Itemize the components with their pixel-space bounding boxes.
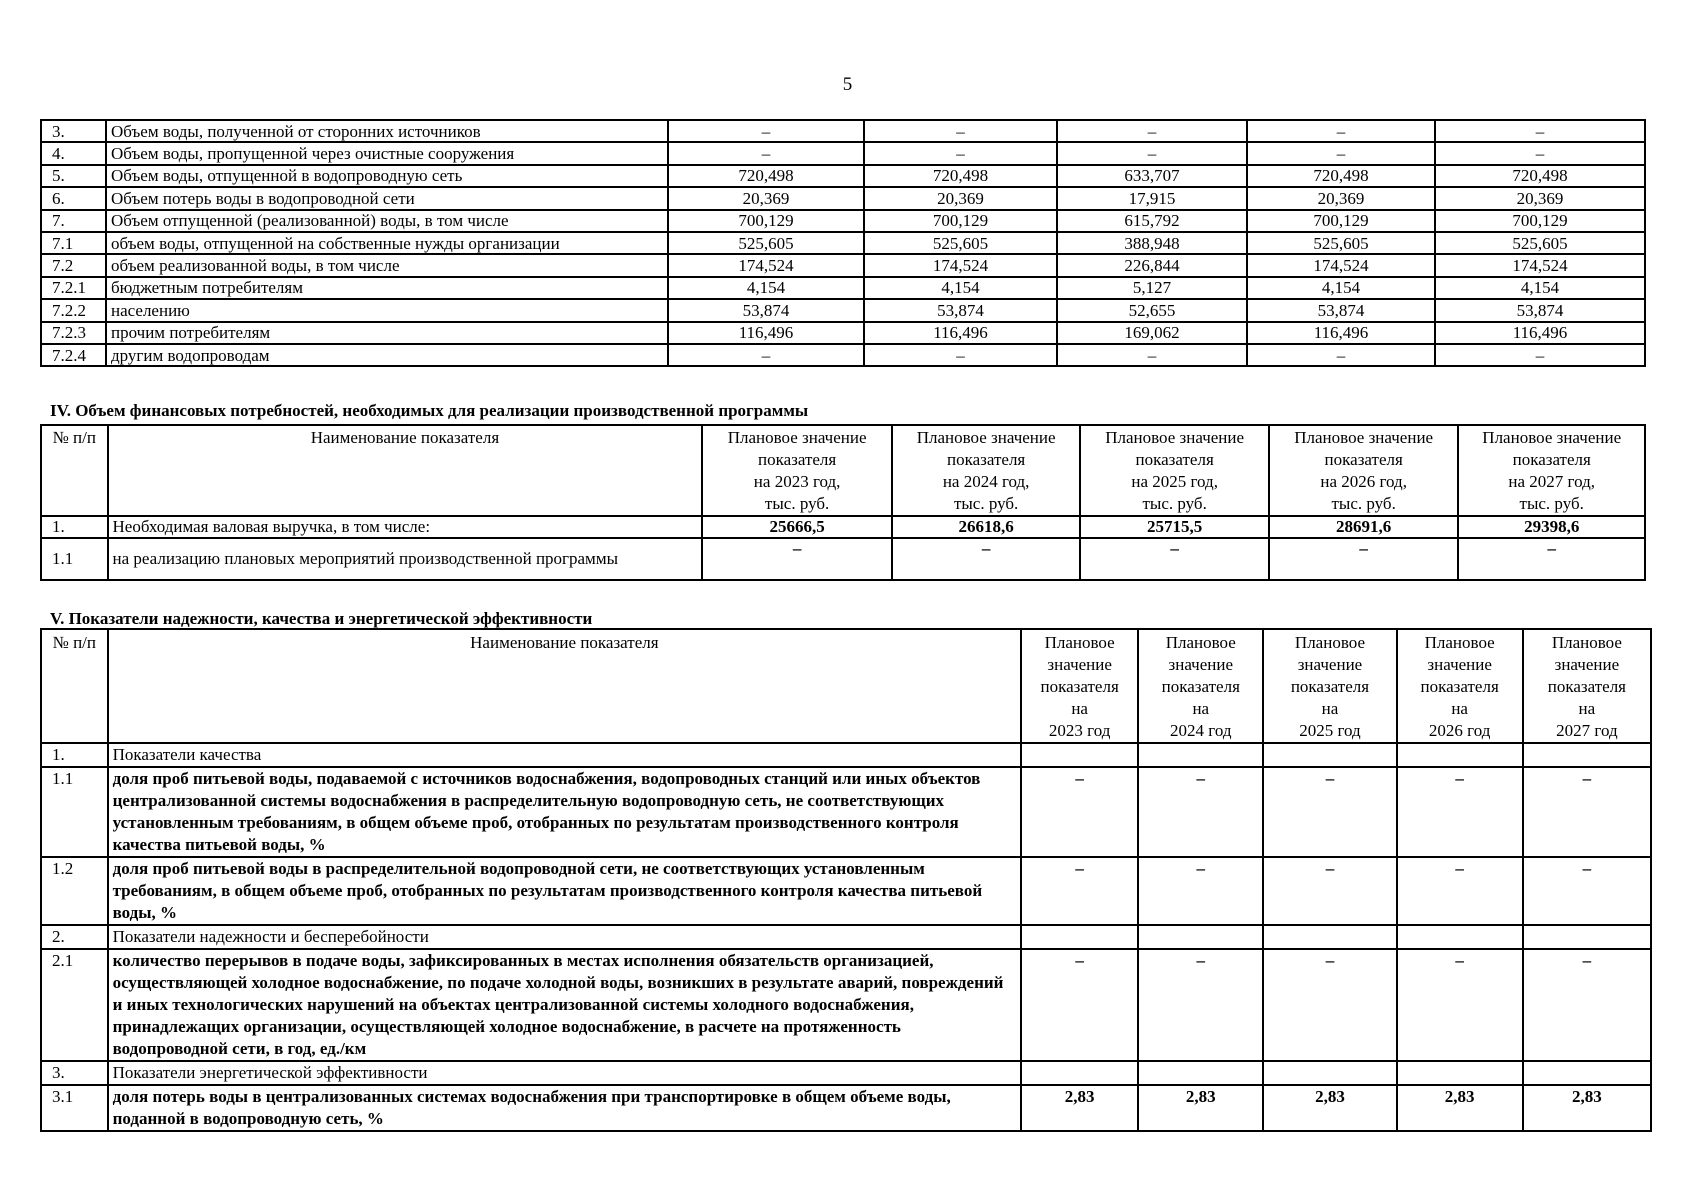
row-value: –: [1435, 142, 1645, 164]
row-number: 3.: [41, 120, 106, 142]
row-value: 20,369: [1247, 187, 1435, 209]
row-value: 720,498: [1435, 165, 1645, 187]
row-name: Показатели надежности и бесперебойности: [108, 925, 1022, 949]
header-line: показателя: [1420, 677, 1499, 696]
row-value: –: [1435, 120, 1645, 142]
row-value: –: [864, 142, 1057, 164]
row-value: –: [668, 120, 864, 142]
header-line: показателя: [1324, 450, 1403, 469]
header-col-2026: [1269, 425, 1459, 516]
row-name: Необходимая валовая выручка, в том числе:: [108, 516, 703, 538]
header-line: Плановое: [1044, 633, 1115, 652]
row-value: –: [1269, 538, 1459, 580]
table-row: [41, 949, 1651, 1061]
header-col-2027: [1523, 629, 1651, 743]
reliability-quality-table: [40, 628, 1652, 1132]
row-value: 525,605: [1247, 232, 1435, 254]
table-header-row: [41, 629, 1651, 743]
row-value: –: [668, 344, 864, 366]
header-line: значение: [1427, 655, 1492, 674]
row-name: Объем воды, отпущенной в водопроводную сеть: [106, 165, 668, 187]
row-number: 4.: [41, 142, 106, 164]
row-value: [1138, 743, 1263, 767]
header-col-2025: [1080, 425, 1269, 516]
row-value: –: [1397, 767, 1523, 857]
row-number: 7.2.2: [41, 299, 106, 321]
row-name: другим водопроводам: [106, 344, 668, 366]
row-value: 2,83: [1523, 1085, 1651, 1131]
row-value: 720,498: [1247, 165, 1435, 187]
header-col-2026: [1397, 629, 1523, 743]
row-value: 169,062: [1057, 322, 1247, 344]
row-value: 174,524: [1247, 254, 1435, 276]
row-name: бюджетным потребителям: [106, 277, 668, 299]
row-name: объем воды, отпущенной на собственные нужды организации: [106, 232, 668, 254]
header-line: на 2026 год,: [1320, 472, 1407, 491]
row-number: 3.1: [41, 1085, 108, 1131]
row-value: 525,605: [1435, 232, 1645, 254]
header-line: Плановое значение: [1482, 428, 1622, 447]
table-header-row: [41, 425, 1645, 516]
row-value: –: [668, 142, 864, 164]
row-value: 615,792: [1057, 210, 1247, 232]
header-num: № п/п: [41, 425, 108, 516]
table-row: [41, 925, 1651, 949]
header-line: Плановое значение: [916, 428, 1056, 447]
row-value: 116,496: [864, 322, 1057, 344]
header-line: 2024 год: [1170, 721, 1232, 740]
row-value: 700,129: [668, 210, 864, 232]
table-row: [41, 165, 1645, 187]
row-value: [1021, 1061, 1138, 1085]
header-line: значение: [1297, 655, 1363, 674]
row-value: 17,915: [1057, 187, 1247, 209]
row-value: 53,874: [1247, 299, 1435, 321]
section-4-heading: IV. Объем финансовых потребностей, необходимых для реализации производственной программы: [50, 401, 809, 420]
header-line: на 2027 год,: [1508, 472, 1596, 491]
row-value: 2,83: [1138, 1085, 1263, 1131]
table-row: [41, 767, 1651, 857]
row-value: 2,83: [1263, 1085, 1396, 1131]
row-value: –: [1021, 767, 1138, 857]
row-number: 2.: [41, 925, 108, 949]
row-value: –: [1523, 857, 1651, 925]
row-value: 720,498: [668, 165, 864, 187]
header-line: Плановое значение: [1105, 428, 1245, 447]
table-row: [41, 1061, 1651, 1085]
row-number: 1.1: [41, 538, 108, 580]
row-value: –: [1057, 142, 1247, 164]
table-row: [41, 187, 1645, 209]
table-row: [41, 344, 1645, 366]
header-line: значение: [1168, 655, 1234, 674]
row-value: 20,369: [1435, 187, 1645, 209]
header-line: 2025 год: [1299, 721, 1361, 740]
row-number: 7.2.3: [41, 322, 106, 344]
row-value: –: [1263, 949, 1396, 1061]
row-value: [1138, 925, 1263, 949]
table-row: [41, 254, 1645, 276]
header-line: на 2023 год,: [753, 472, 841, 491]
row-name: доля проб питьевой воды в распределительной водопроводной сети, не соответствующих установленным требованиям, в общем объеме проб, отобранных по результатам производственного контроля качества питьевой воды, %: [108, 857, 1022, 925]
row-value: 525,605: [668, 232, 864, 254]
row-value: 52,655: [1057, 299, 1247, 321]
row-value: –: [1397, 949, 1523, 1061]
row-value: 4,154: [668, 277, 864, 299]
header-line: Плановое: [1551, 633, 1622, 652]
header-line: на: [1192, 699, 1210, 718]
header-line: Плановое значение: [1294, 428, 1434, 447]
row-number: 2.1: [41, 949, 108, 1061]
row-value: [1263, 743, 1396, 767]
row-name: Показатели энергетической эффективности: [108, 1061, 1022, 1085]
header-line: 2023 год: [1048, 721, 1111, 740]
header-col-2023: [1021, 629, 1138, 743]
row-name: доля проб питьевой воды, подаваемой с источников водоснабжения, водопроводных станций или иных объектов централизованной системы водоснабжения в распределительную водопроводную сеть, не соответствующих установленным требованиям, в общем объеме проб, отобранных по результатам производственного контроля качества питьевой воды, %: [108, 767, 1022, 857]
row-value: 20,369: [668, 187, 864, 209]
financial-needs-table: [40, 424, 1646, 581]
row-name: Объем воды, полученной от сторонних источников: [106, 120, 668, 142]
row-value: 28691,6: [1269, 516, 1459, 538]
row-value: –: [1458, 538, 1645, 580]
row-value: –: [1523, 949, 1651, 1061]
table-row: [41, 743, 1651, 767]
header-line: показателя: [757, 450, 837, 469]
header-num: № п/п: [41, 629, 108, 743]
row-name: Показатели качества: [108, 743, 1022, 767]
row-number: 6.: [41, 187, 106, 209]
row-value: 226,844: [1057, 254, 1247, 276]
header-line: значение: [1554, 655, 1620, 674]
header-line: показателя: [1547, 677, 1626, 696]
row-value: 700,129: [1435, 210, 1645, 232]
header-line: на: [1321, 699, 1339, 718]
row-value: –: [1138, 949, 1263, 1061]
row-value: –: [1263, 767, 1396, 857]
row-name: населению: [106, 299, 668, 321]
row-value: 720,498: [864, 165, 1057, 187]
row-name: Объем потерь воды в водопроводной сети: [106, 187, 668, 209]
row-number: 7.2.4: [41, 344, 106, 366]
row-value: [1263, 1061, 1396, 1085]
header-line: на 2025 год,: [1131, 472, 1218, 491]
row-name: количество перерывов в подаче воды, зафиксированных в местах исполнения обязательств организацией, осуществляющей холодное водоснабжение, по подаче холодной воды, возникших в результате аварий, повреждений и иных технологических нарушений на объектах централизованной системы холодного водоснабжения, принадлежащих организации, осуществляющей холодное водоснабжение, в расчете на протяженность водопроводной сети, в год, ед./км: [108, 949, 1022, 1061]
row-value: –: [864, 120, 1057, 142]
row-number: 7.2: [41, 254, 106, 276]
header-line: показателя: [1512, 450, 1591, 469]
header-line: тыс. руб.: [953, 494, 1019, 513]
header-line: тыс. руб.: [764, 494, 830, 513]
row-value: [1397, 743, 1523, 767]
row-value: 116,496: [668, 322, 864, 344]
row-value: 29398,6: [1458, 516, 1645, 538]
row-value: 174,524: [668, 254, 864, 276]
row-value: –: [1138, 857, 1263, 925]
row-value: [1523, 925, 1651, 949]
row-name: на реализацию плановых мероприятий производственной программы: [108, 538, 703, 580]
header-col-2023: [702, 425, 892, 516]
row-value: 2,83: [1397, 1085, 1523, 1131]
header-line: 2026 год: [1428, 721, 1491, 740]
header-line: показателя: [1135, 450, 1214, 469]
row-value: –: [1057, 344, 1247, 366]
row-number: 3.: [41, 1061, 108, 1085]
table-row: [41, 322, 1645, 344]
header-line: Плановое: [1165, 633, 1236, 652]
row-value: 116,496: [1247, 322, 1435, 344]
header-line: на: [1578, 699, 1596, 718]
row-value: 116,496: [1435, 322, 1645, 344]
row-number: 7.2.1: [41, 277, 106, 299]
row-value: –: [1523, 767, 1651, 857]
row-value: 53,874: [864, 299, 1057, 321]
row-name: доля потерь воды в централизованных системах водоснабжения при транспортировке в общем объеме воды, поданной в водопроводную сеть, %: [108, 1085, 1022, 1131]
header-line: тыс. руб.: [1519, 494, 1584, 513]
row-number: 7.1: [41, 232, 106, 254]
row-value: –: [1263, 857, 1396, 925]
row-value: [1397, 1061, 1523, 1085]
row-value: –: [892, 538, 1081, 580]
header-line: 2027 год: [1556, 721, 1618, 740]
row-value: 4,154: [1435, 277, 1645, 299]
header-line: Плановое значение: [727, 428, 867, 447]
row-value: 2,83: [1021, 1085, 1138, 1131]
row-value: –: [1021, 949, 1138, 1061]
row-value: 26618,6: [892, 516, 1081, 538]
row-number: 1.: [41, 743, 108, 767]
header-line: тыс. руб.: [1142, 494, 1207, 513]
table-row: [41, 277, 1645, 299]
row-name: прочим потребителям: [106, 322, 668, 344]
header-line: показателя: [1040, 677, 1119, 696]
table-row: [41, 516, 1645, 538]
page-number: 5: [842, 74, 853, 95]
row-value: [1263, 925, 1396, 949]
row-value: 388,948: [1057, 232, 1247, 254]
header-line: показателя: [1290, 677, 1370, 696]
header-col-2024: [1138, 629, 1263, 743]
header-name: Наименование показателя: [108, 629, 1022, 743]
row-value: –: [1080, 538, 1269, 580]
row-value: [1138, 1061, 1263, 1085]
row-value: 700,129: [1247, 210, 1435, 232]
row-value: 53,874: [668, 299, 864, 321]
header-col-2024: [892, 425, 1081, 516]
production-volumes-table: [40, 119, 1646, 367]
table-row: [41, 857, 1651, 925]
row-value: 525,605: [864, 232, 1057, 254]
header-col-2025: [1263, 629, 1396, 743]
header-line: Плановое: [1294, 633, 1365, 652]
header-line: значение: [1047, 655, 1112, 674]
row-value: –: [1247, 142, 1435, 164]
row-number: 1.: [41, 516, 108, 538]
row-value: –: [1247, 120, 1435, 142]
header-name: Наименование показателя: [108, 425, 703, 516]
table-row: [41, 232, 1645, 254]
row-value: [1021, 743, 1138, 767]
header-line: тыс. руб.: [1331, 494, 1396, 513]
row-value: –: [864, 344, 1057, 366]
row-value: 25715,5: [1080, 516, 1269, 538]
row-value: –: [1057, 120, 1247, 142]
row-value: 20,369: [864, 187, 1057, 209]
row-value: –: [1247, 344, 1435, 366]
header-line: Плановое: [1424, 633, 1495, 652]
header-line: на: [1071, 699, 1088, 718]
row-number: 5.: [41, 165, 106, 187]
row-value: 5,127: [1057, 277, 1247, 299]
row-number: 1.1: [41, 767, 108, 857]
row-value: 633,707: [1057, 165, 1247, 187]
header-line: показателя: [1161, 677, 1240, 696]
row-number: 7.: [41, 210, 106, 232]
header-line: показателя: [947, 450, 1026, 469]
row-name: Объем отпущенной (реализованной) воды, в том числе: [106, 210, 668, 232]
row-value: –: [1435, 344, 1645, 366]
row-value: 4,154: [864, 277, 1057, 299]
row-value: –: [1138, 767, 1263, 857]
row-value: 53,874: [1435, 299, 1645, 321]
table-row: [41, 1085, 1651, 1131]
row-value: [1021, 925, 1138, 949]
row-value: 4,154: [1247, 277, 1435, 299]
row-value: [1397, 925, 1523, 949]
table-row: [41, 538, 1645, 580]
row-number: 1.2: [41, 857, 108, 925]
row-value: 25666,5: [702, 516, 892, 538]
row-value: –: [1397, 857, 1523, 925]
table-row: [41, 299, 1645, 321]
row-value: –: [1021, 857, 1138, 925]
row-value: 174,524: [864, 254, 1057, 276]
table-row: [41, 120, 1645, 142]
row-name: Объем воды, пропущенной через очистные сооружения: [106, 142, 668, 164]
row-value: –: [702, 538, 892, 580]
header-col-2027: [1458, 425, 1645, 516]
table-row: [41, 210, 1645, 232]
row-value: 174,524: [1435, 254, 1645, 276]
table-row: [41, 142, 1645, 164]
row-value: [1523, 1061, 1651, 1085]
section-5-heading: V. Показатели надежности, качества и энергетической эффективности: [50, 609, 593, 628]
header-line: на 2024 год,: [942, 472, 1030, 491]
header-line: на: [1451, 699, 1468, 718]
row-value: 700,129: [864, 210, 1057, 232]
row-value: [1523, 743, 1651, 767]
row-name: объем реализованной воды, в том числе: [106, 254, 668, 276]
